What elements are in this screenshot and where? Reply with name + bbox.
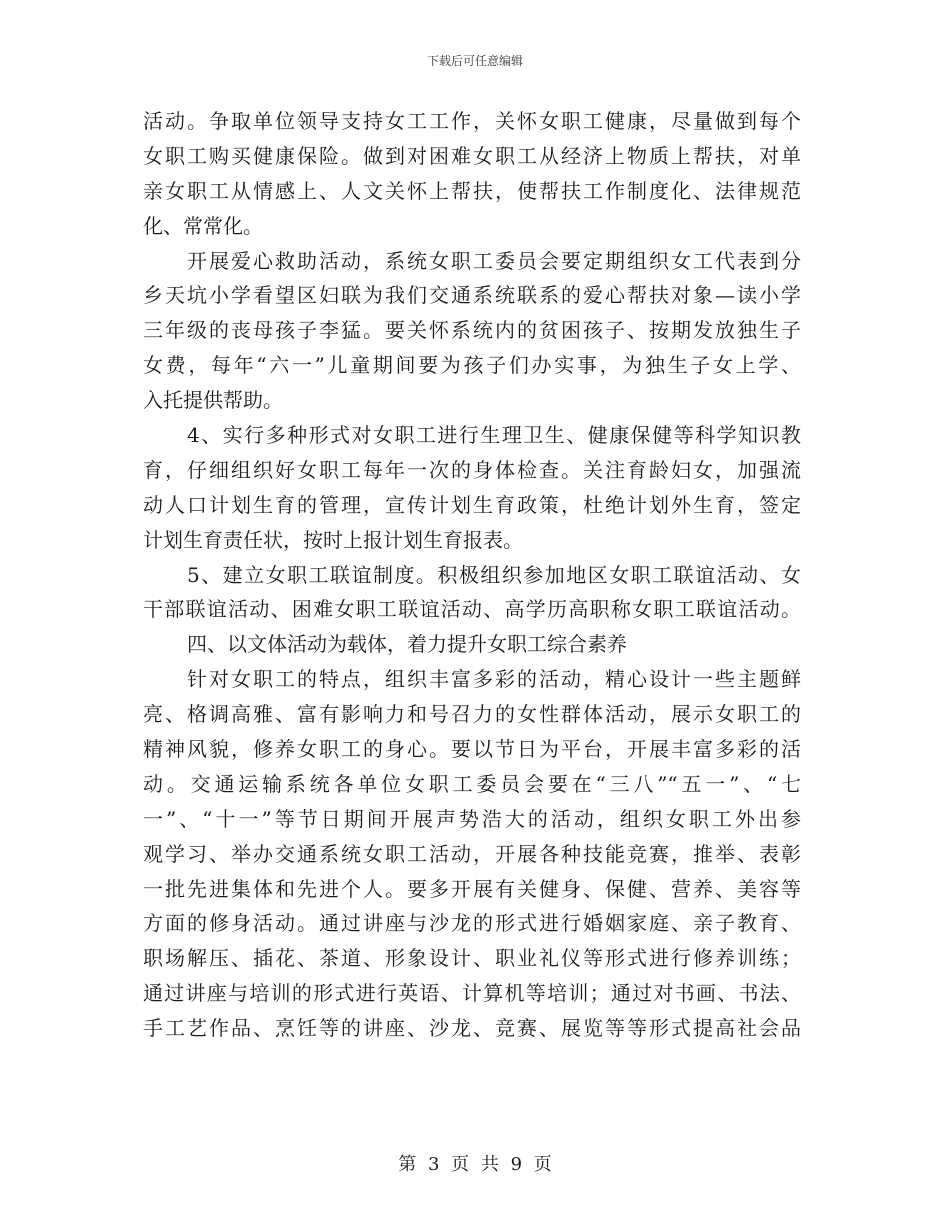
text-line: 开展爱心救助活动，系统女职工委员会要定期组织女工代表到分 bbox=[187, 248, 801, 273]
page-number-footer: 第 3 页 共 9 页 bbox=[398, 1154, 552, 1175]
text-line: 育，仔细组织好女职工每年一次的身体检查。关注育龄妇女，加强流 bbox=[143, 457, 801, 482]
text-line: 女费，每年“六一”儿童期间要为孩子们办实事，为独生子女上学、 bbox=[143, 353, 801, 378]
text-line: 乡天坑小学看望区妇联为我们交通系统联系的爱心帮扶对象—读小学 bbox=[143, 283, 801, 308]
text-line: 活动。争取单位领导支持女工工作，关怀女职工健康，尽量做到每个 bbox=[143, 109, 801, 133]
text-line: 干部联谊活动、困难女职工联谊活动、高学历高职称女职工联谊活动。 bbox=[143, 597, 801, 622]
text-line: 职场解压、插花、茶道、形象设计、职业礼仪等形式进行修养训练； bbox=[143, 946, 801, 971]
text-line: 一批先进集体和先进个人。要多开展有关健身、保健、营养、美容等 bbox=[143, 876, 801, 901]
text-line: 针对女职工的特点，组织丰富多彩的活动，精心设计一些主题鲜 bbox=[187, 667, 801, 692]
text-line: 三年级的丧母孩子李猛。要关怀系统内的贫困孩子、按期发放独生子 bbox=[143, 318, 801, 343]
text-line: 亮、格调高雅、富有影响力和号召力的女性群体活动，展示女职工的 bbox=[143, 702, 801, 727]
text-line: 方面的修身活动。通过讲座与沙龙的形式进行婚姻家庭、亲子教育、 bbox=[143, 911, 801, 936]
text-line: 四、以文体活动为载体，着力提升女职工综合素养 bbox=[187, 632, 627, 657]
text-line: 计划生育责任状，按时上报计划生育报表。 bbox=[143, 527, 523, 552]
text-line: 观学习、举办交通系统女职工活动，开展各种技能竞赛，推举、表彰 bbox=[143, 841, 801, 866]
text-line: 女职工购买健康保险。做到对困难女职工从经济上物质上帮扶，对单 bbox=[143, 143, 801, 168]
text-line: 一”、“十一”等节日期间开展声势浩大的活动，组织女职工外出参 bbox=[143, 806, 801, 831]
text-line: 5、建立女职工联谊制度。积极组织参加地区女职工联谊活动、女 bbox=[187, 562, 801, 587]
text-line: 化、常常化。 bbox=[143, 213, 263, 238]
text-line: 亲女职工从情感上、人文关怀上帮扶，使帮扶工作制度化、法律规范 bbox=[143, 178, 801, 203]
text-line: 入托提供帮助。 bbox=[143, 388, 283, 413]
text-line: 动。交通运输系统各单位女职工委员会要在“三八”“五一”、“七 bbox=[143, 771, 801, 796]
text-line: 手工艺作品、烹饪等的讲座、沙龙、竞赛、展览等等形式提高社会品 bbox=[143, 1016, 801, 1041]
document-body bbox=[143, 104, 801, 1046]
page-header-note: 下载后可任意编辑 bbox=[426, 54, 523, 68]
text-line: 精神风貌，修养女职工的身心。要以节日为平台，开展丰富多彩的活 bbox=[143, 737, 801, 762]
text-line: 4、实行多种形式对女职工进行生理卫生、健康保健等科学知识教 bbox=[187, 423, 801, 448]
text-line: 动人口计划生育的管理，宣传计划生育政策，杜绝计划外生育，签定 bbox=[143, 492, 801, 517]
text-line: 通过讲座与培训的形式进行英语、计算机等培训；通过对书画、书法、 bbox=[143, 981, 801, 1006]
